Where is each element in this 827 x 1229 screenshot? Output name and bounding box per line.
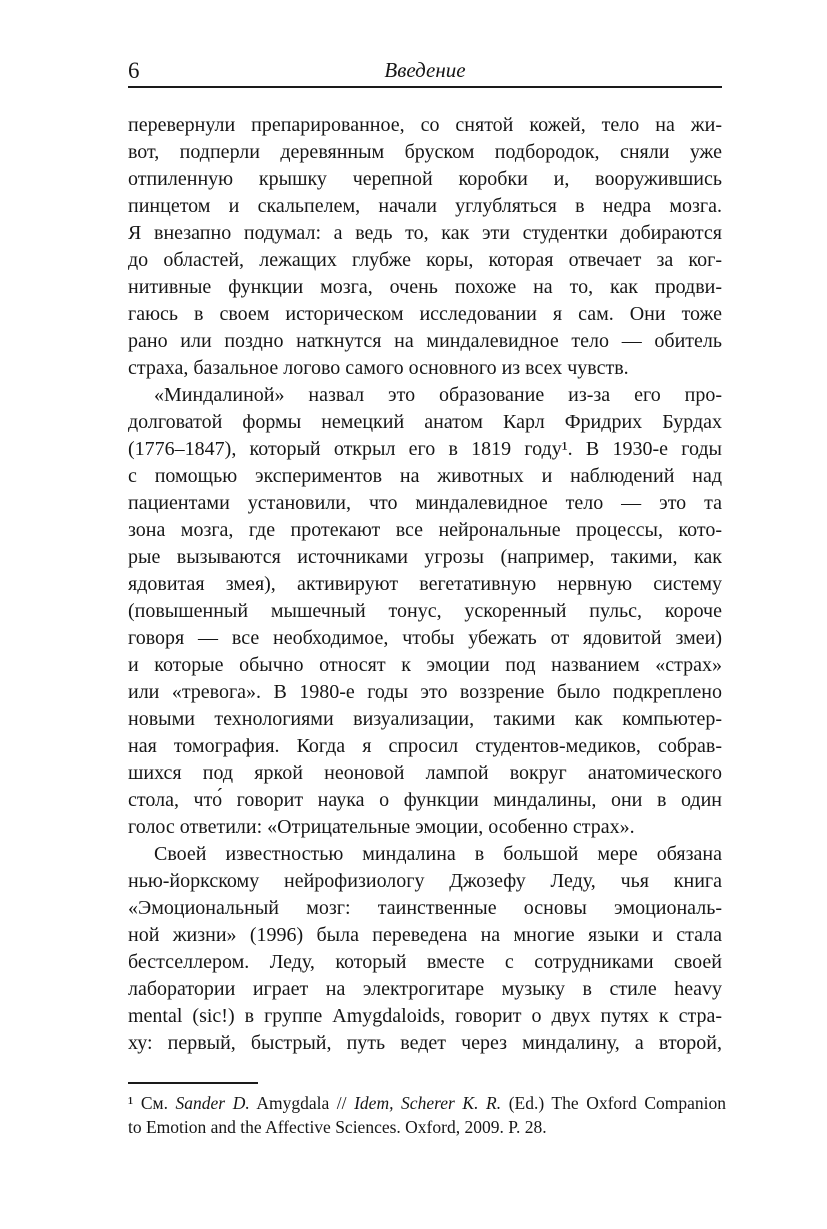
text-line: рые вызываются источниками угрозы (например, такими, как — [128, 546, 722, 568]
text-line: ной жизни» (1996) была переведена на многие языки и стала — [128, 924, 722, 946]
text-line: и которые обычно относят к эмоции под названием «страх» — [128, 654, 722, 676]
text-line: вот, подперли деревянным бруском подбородок, сняли уже — [128, 141, 722, 163]
running-title: Введение — [384, 58, 466, 82]
text-line: бестселлером. Леду, который вместе с сотрудниками своей — [128, 951, 722, 973]
text-line: пациентами установили, что миндалевидное тело — это та — [128, 492, 722, 514]
page-number: 6 — [128, 58, 140, 83]
footnote-line — [128, 1115, 726, 1139]
footnote-italic-segment: Idem, Scherer K. R. — [354, 1093, 502, 1113]
footnote-segment: Amygdala // — [249, 1093, 355, 1113]
text-line: лаборатории играет на электрогитаре музыку в стиле heavy — [128, 978, 722, 1000]
paragraph — [128, 112, 722, 382]
footnote-separator — [128, 1082, 258, 1084]
text-line: голос ответили: «Отрицательные эмоции, особенно страх». — [128, 816, 635, 838]
footnote — [128, 1082, 726, 1139]
text-line: «Миндалиной» назвал это образование из-за его про- — [154, 384, 722, 406]
text-line: ядовитая змея), активируют вегетативную нервную систему — [128, 573, 722, 595]
text-line: (повышенный мышечный тонус, ускоренный пульс, короче — [128, 600, 722, 622]
text-line: до областей, лежащих глубже коры, которая отвечает за ког- — [128, 249, 722, 271]
text-line: с помощью экспериментов на животных и наблюдений над — [128, 465, 722, 487]
body-text — [128, 112, 722, 1057]
footnote-segment: (Ed.) The Oxford Companion — [501, 1093, 726, 1113]
text-line: шихся под яркой неоновой лампой вокруг анатомического — [128, 762, 722, 784]
paragraph — [128, 841, 722, 1057]
text-line: пинцетом и скальпелем, начали углубляться в недра мозга. — [128, 195, 722, 217]
text-line: зона мозга, где протекают все нейрональные процессы, кото- — [128, 519, 722, 541]
text-line: ная томография. Когда я спросил студентов-медиков, собрав- — [128, 735, 722, 757]
text-line: перевернули препарированное, со снятой кожей, тело на жи- — [128, 114, 722, 136]
text-line: mental (sic!) в группе Amygdaloids, говорит о двух путях к стра- — [128, 1005, 722, 1027]
text-line: «Эмоциональный мозг: таинственные основы эмоциональ- — [128, 897, 722, 919]
text-line: рано или поздно наткнутся на миндалевидное тело — обитель — [128, 330, 722, 352]
text-line: или «тревога». В 1980-е годы это воззрение было подкреплено — [128, 681, 722, 703]
text-line: Своей известностью миндалина в большой мере обязана — [154, 843, 722, 865]
text-line: отпиленную крышку черепной коробки и, вооружившись — [128, 168, 722, 190]
text-line: (1776–1847), который открыл его в 1819 году¹. В 1930-е годы — [128, 438, 722, 460]
footnote-italic-segment: Sander D. — [175, 1093, 250, 1113]
text-line: страха, базальное логово самого основного из всех чувств. — [128, 357, 629, 379]
footnote-line — [128, 1091, 726, 1115]
text-line: нитивные функции мозга, очень похоже на то, как продви- — [128, 276, 722, 298]
text-line: нью-йоркскому нейрофизиологу Джозефу Леду, чья книга — [128, 870, 722, 892]
text-line: Я внезапно подумал: а ведь то, как эти студентки добираются — [128, 222, 722, 244]
text-line: новыми технологиями визуализации, такими как компьютер- — [128, 708, 722, 730]
page-header — [128, 54, 722, 88]
text-line: ху: первый, быстрый, путь ведет через миндалину, а второй, — [128, 1032, 722, 1054]
footnote-segment: ¹ См. — [128, 1093, 176, 1113]
text-line: долговатой формы немецкий анатом Карл Фридрих Бурдах — [128, 411, 722, 433]
text-line: стола, что́ говорит наука о функции миндалины, они в один — [128, 789, 722, 811]
text-line: гаюсь в своем историческом исследовании я сам. Они тоже — [128, 303, 722, 325]
footnote-text — [128, 1091, 726, 1139]
paragraph — [128, 382, 722, 841]
footnote-segment: to Emotion and the Affective Sciences. Oxford, 2009. P. 28. — [128, 1117, 547, 1137]
text-line: говоря — все необходимое, чтобы убежать от ядовитой змеи) — [128, 627, 722, 649]
